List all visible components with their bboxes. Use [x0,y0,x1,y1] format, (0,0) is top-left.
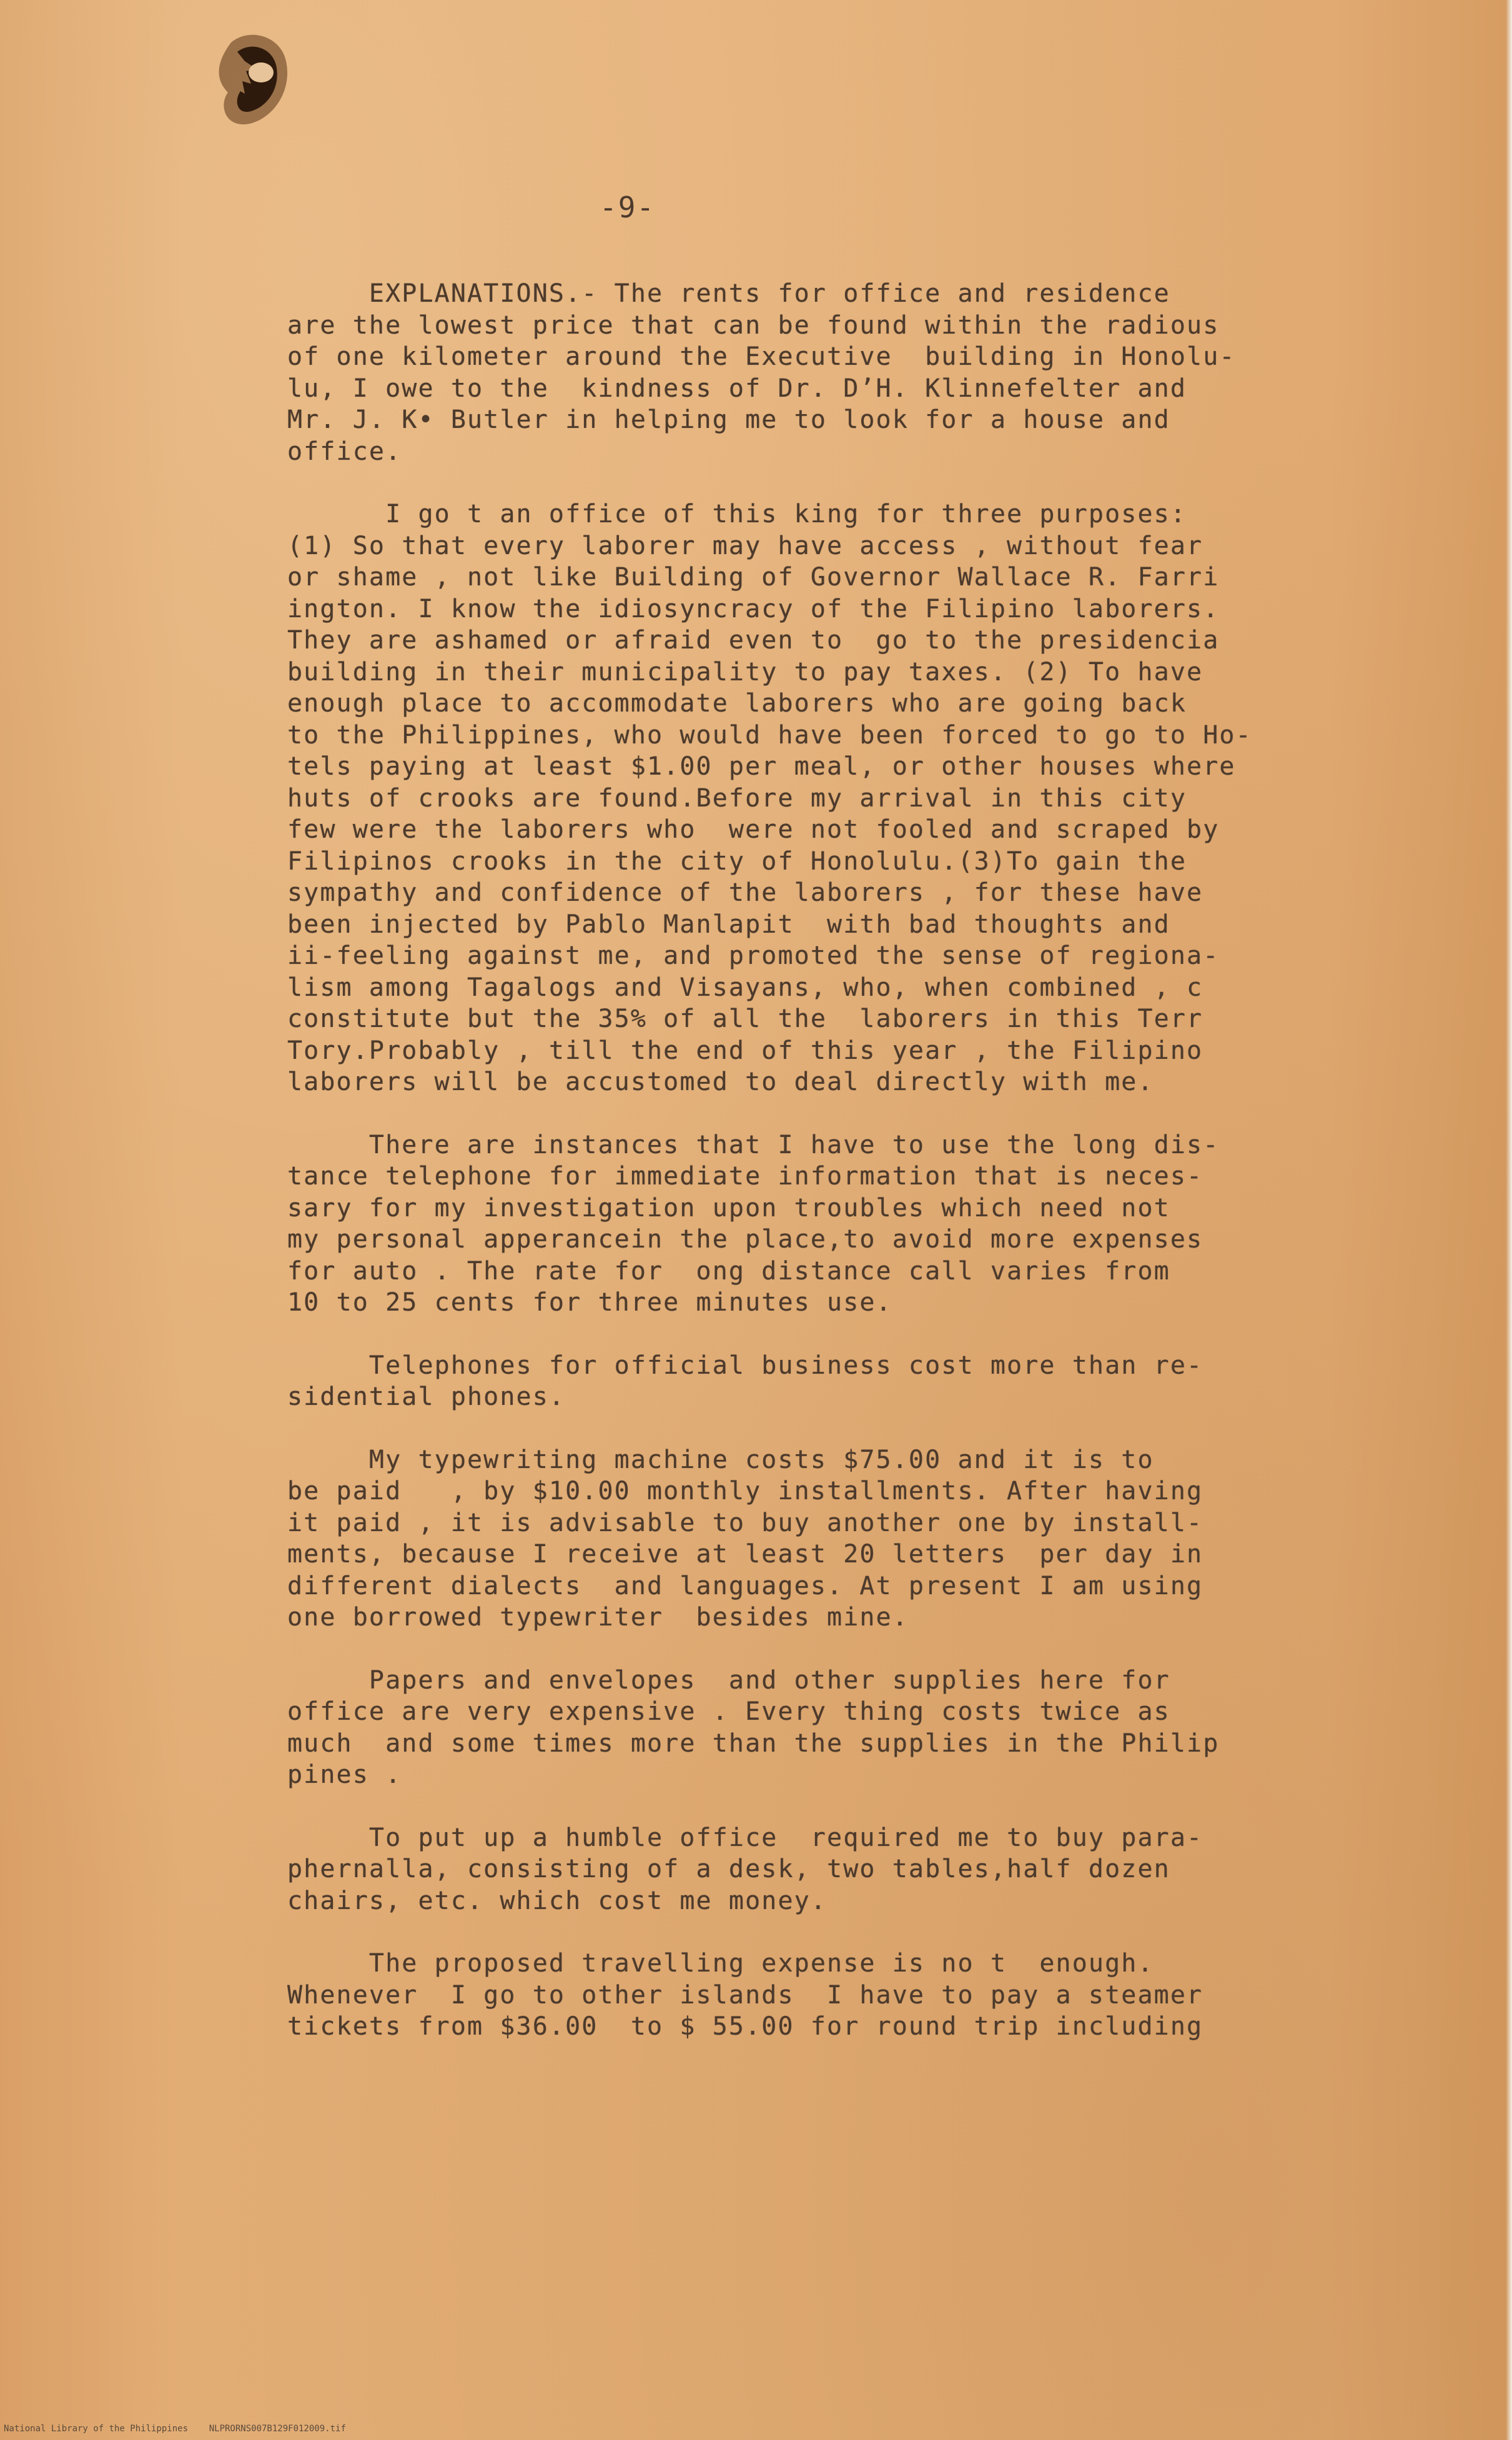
text-line: To put up a humble office required me to buy para- [287,1823,1203,1852]
text-line: huts of crooks are found.Before my arrival in this city [287,783,1187,813]
paragraph [287,278,1368,467]
text-line: been injected by Pablo Manlapit with bad thoughts and [287,910,1170,939]
text-line: ii-feeling against me, and promoted the sense of regiona- [287,941,1220,970]
text-line: Papers and envelopes and other supplies here for [287,1665,1170,1695]
text-line: lism among Tagalogs and Visayans, who, when combined , c [287,973,1203,1002]
text-line: one borrowed typewriter besides mine. [287,1603,909,1632]
text-line: tance telephone for immediate information that is neces- [287,1162,1203,1191]
text-line: The proposed travelling expense is no t enough. [287,1949,1154,1978]
text-line: are the lowest price that can be found within the radious [287,310,1220,340]
text-line: Whenever I go to other islands I have to pay a steamer [287,1980,1203,2010]
paragraph [287,1665,1368,1791]
text-line: phernalla, consisting of a desk, two tables,half dozen [287,1855,1170,1883]
text-line: be paid , by $10.00 monthly installments. After having [287,1477,1203,1505]
text-line: There are instances that I have to use the long dis- [287,1130,1220,1159]
text-line: sympathy and confidence of the laborers , for these have [287,878,1203,907]
text-line: EXPLANATIONS.- The rents for office and residence [287,279,1170,308]
text-line: ments, because I receive at least 20 letters per day in [287,1540,1203,1569]
text-line: office. [287,437,402,466]
paragraph [287,498,1368,1098]
text-line: different dialects and languages. At present I am using [287,1571,1203,1600]
text-line: sidential phones. [287,1382,566,1411]
text-line: Filipinos crooks in the city of Honolulu.(3)To gain the [287,846,1187,876]
text-line: of one kilometer around the Executive building in Honolu- [287,342,1236,371]
paragraph [287,1350,1368,1413]
text-line: (1) So that every laborer may have access , without fear [287,531,1203,560]
text-line: They are ashamed or afraid even to go to the presidencia [287,626,1220,655]
text-line: ington. I know the idiosyncracy of the Filipino laborers. [287,594,1220,623]
text-line: to the Philippines, who would have been forced to go to Ho- [287,720,1252,750]
text-line: sary for my investigation upon troubles which need not [287,1193,1170,1222]
text-line: enough place to accommodate laborers who are going back [287,689,1187,718]
text-line: Telephones for official business cost more than re- [287,1351,1203,1380]
text-line: building in their municipality to pay taxes. (2) To have [287,657,1203,687]
text-line: few were the laborers who were not fooled and scraped by [287,815,1220,844]
burn-mark-icon [206,24,294,130]
document-body [287,278,1368,2074]
paragraph [287,1948,1368,2043]
text-line: my personal apperancein the place,to avoid more expenses [287,1225,1203,1254]
text-line: or shame , not like Building of Governor Wallace R. Farri [287,563,1220,592]
text-line: My typewriting machine costs $75.00 and it is to [287,1445,1154,1474]
paragraph [287,1822,1368,1917]
paragraph [287,1129,1368,1319]
text-line: Mr. J. K• Butler in helping me to look for a house and [287,405,1170,434]
text-line: for auto . The rate for ong distance call varies from [287,1256,1170,1286]
archive-footer: National Library of the Philippines NLPRORNS007B129F012009.tif [4,2424,346,2434]
text-line: 10 to 25 cents for three minutes use. [287,1288,892,1317]
text-line: lu, I owe to the kindness of Dr. DʼH. Klinnefelter and [287,374,1187,403]
page-edge [1506,0,1512,2440]
text-line: constitute but the 35% of all the laborers in this Terr [287,1004,1203,1033]
text-line: I go t an office of this king for three purposes: [287,500,1187,528]
text-line: much and some times more than the supplies in the Philip [287,1728,1220,1758]
text-line: office are very expensive . Every thing costs twice as [287,1697,1170,1726]
text-line: pines . [287,1760,402,1789]
text-line: chairs, etc. which cost me money. [287,1886,828,1915]
paragraph [287,1444,1368,1634]
text-line: tickets from $36.00 to $ 55.00 for round trip including [287,2012,1203,2041]
text-line: Tory.Probably , till the end of this year , the Filipino [287,1036,1203,1065]
text-line: tels paying at least $1.00 per meal, or other houses where [287,752,1236,781]
text-line: laborers will be accustomed to deal directly with me. [287,1068,1154,1096]
page-number: -9- [600,191,656,224]
text-line: it paid , it is advisable to buy another one by install- [287,1508,1203,1537]
